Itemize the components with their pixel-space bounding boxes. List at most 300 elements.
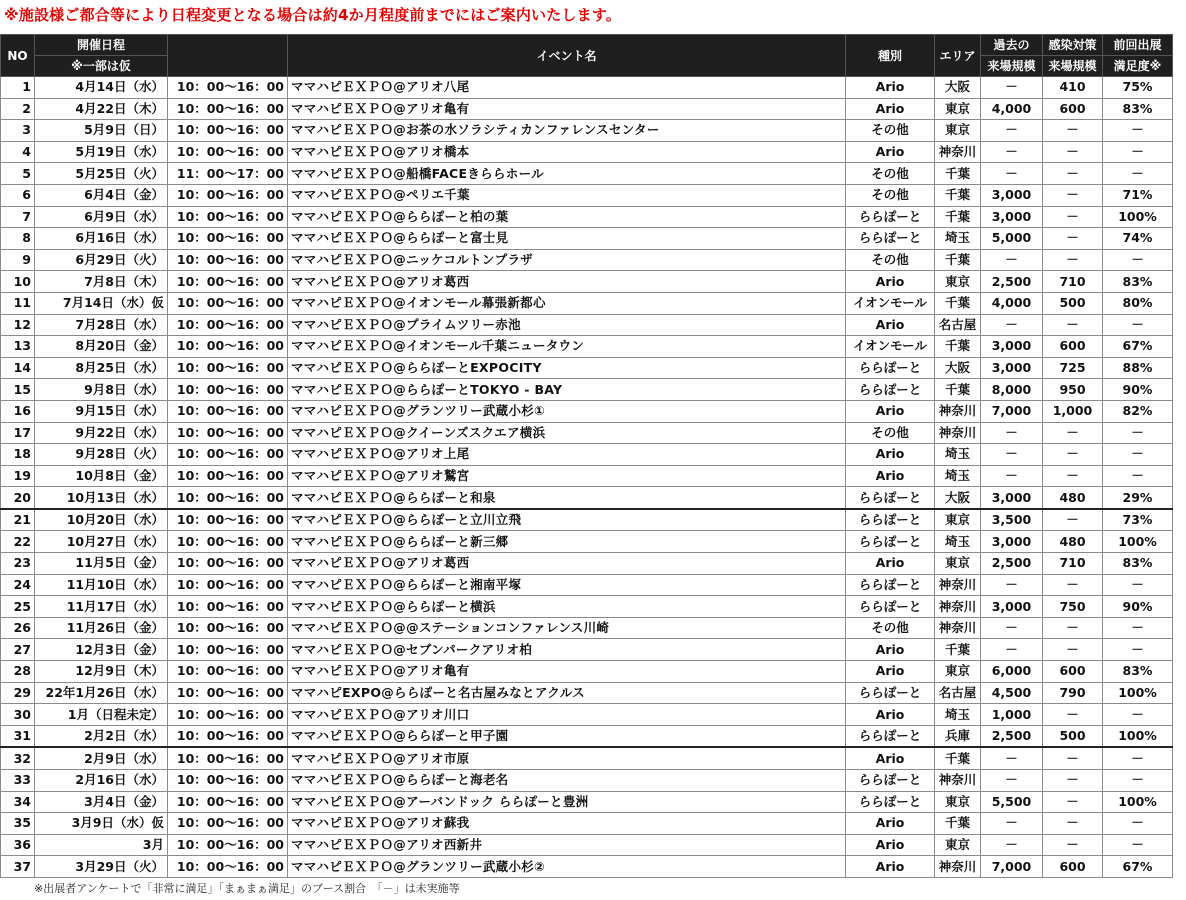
row-satisfaction: 67% (1103, 856, 1173, 878)
table-row (1, 379, 1173, 401)
row-past-scale: － (981, 141, 1043, 163)
row-no: 8 (1, 228, 35, 250)
row-past-scale: 4,000 (981, 98, 1043, 120)
row-event-name: ママハピＥＸＰＯ@ららぽーと海老名 (288, 770, 846, 792)
row-area: 大阪 (935, 357, 981, 379)
row-no: 25 (1, 596, 35, 618)
row-date: 8月25日（水） (35, 357, 168, 379)
row-infection-scale: 410 (1043, 77, 1103, 99)
row-past-scale: 7,000 (981, 400, 1043, 422)
row-date: 2月9日（水） (35, 747, 168, 769)
row-type: ららぽーと (846, 531, 935, 553)
row-infection-scale: － (1043, 639, 1103, 661)
row-satisfaction: 83% (1103, 271, 1173, 293)
row-type: Ario (846, 813, 935, 835)
row-no: 14 (1, 357, 35, 379)
row-area: 神奈川 (935, 422, 981, 444)
row-no: 10 (1, 271, 35, 293)
row-type: Ario (846, 834, 935, 856)
row-past-scale: 3,000 (981, 487, 1043, 509)
row-satisfaction: － (1103, 813, 1173, 835)
row-event-name: ママハピＥＸＰＯ@アリオ川口 (288, 704, 846, 726)
row-past-scale: 3,000 (981, 357, 1043, 379)
row-type: その他 (846, 184, 935, 206)
row-past-scale: 3,500 (981, 509, 1043, 531)
row-area: 名古屋 (935, 682, 981, 704)
table-row (1, 465, 1173, 487)
row-area: 千葉 (935, 184, 981, 206)
row-past-scale: － (981, 834, 1043, 856)
row-no: 3 (1, 120, 35, 142)
row-no: 34 (1, 791, 35, 813)
row-no: 6 (1, 184, 35, 206)
row-past-scale: 5,500 (981, 791, 1043, 813)
header-infection-scale: 感染対策 (1043, 35, 1103, 56)
row-no: 35 (1, 813, 35, 835)
row-area: 千葉 (935, 813, 981, 835)
row-satisfaction: － (1103, 141, 1173, 163)
row-date: 4月22日（木） (35, 98, 168, 120)
row-infection-scale: － (1043, 770, 1103, 792)
row-satisfaction: 83% (1103, 98, 1173, 120)
row-past-scale: － (981, 770, 1043, 792)
header-past-scale: 過去の (981, 35, 1043, 56)
row-type: Ario (846, 856, 935, 878)
row-type: Ario (846, 400, 935, 422)
row-time: 10：00～16：00 (168, 617, 288, 639)
row-infection-scale: 725 (1043, 357, 1103, 379)
row-infection-scale: － (1043, 206, 1103, 228)
row-time: 11：00～17：00 (168, 163, 288, 185)
row-date: 9月28日（火） (35, 444, 168, 466)
table-row (1, 574, 1173, 596)
row-type: ららぽーと (846, 791, 935, 813)
row-area: 千葉 (935, 379, 981, 401)
row-time: 10：00～16：00 (168, 531, 288, 553)
row-satisfaction: 88% (1103, 357, 1173, 379)
table-row (1, 834, 1173, 856)
row-infection-scale: － (1043, 444, 1103, 466)
event-schedule-table (0, 34, 1173, 878)
row-time: 10：00～16：00 (168, 856, 288, 878)
table-row (1, 163, 1173, 185)
row-satisfaction: － (1103, 834, 1173, 856)
table-row (1, 682, 1173, 704)
row-date: 12月3日（金） (35, 639, 168, 661)
row-area: 神奈川 (935, 574, 981, 596)
row-no: 29 (1, 682, 35, 704)
row-time: 10：00～16：00 (168, 120, 288, 142)
row-time: 10：00～16：00 (168, 553, 288, 575)
row-past-scale: 2,500 (981, 553, 1043, 575)
header-event-name: イベント名 (288, 35, 846, 77)
table-row (1, 596, 1173, 618)
row-area: 東京 (935, 509, 981, 531)
row-area: 埼玉 (935, 531, 981, 553)
row-past-scale: 2,500 (981, 725, 1043, 747)
row-past-scale: 3,000 (981, 184, 1043, 206)
row-event-name: ママハピＥＸＰＯ@ららぽーと柏の葉 (288, 206, 846, 228)
row-time: 10：00～16：00 (168, 596, 288, 618)
table-row (1, 444, 1173, 466)
header-type: 種別 (846, 35, 935, 77)
row-past-scale: － (981, 422, 1043, 444)
row-event-name: ママハピＥＸＰＯ@ららぽーと和泉 (288, 487, 846, 509)
row-area: 神奈川 (935, 141, 981, 163)
row-time: 10：00～16：00 (168, 444, 288, 466)
row-satisfaction: 82% (1103, 400, 1173, 422)
header-past-scale-2: 来場規模 (981, 56, 1043, 77)
row-area: 神奈川 (935, 596, 981, 618)
row-time: 10：00～16：00 (168, 228, 288, 250)
row-no: 30 (1, 704, 35, 726)
table-row (1, 141, 1173, 163)
row-date: 8月20日（金） (35, 336, 168, 358)
row-satisfaction: － (1103, 747, 1173, 769)
row-past-scale: 3,000 (981, 336, 1043, 358)
row-satisfaction: － (1103, 120, 1173, 142)
row-past-scale: － (981, 444, 1043, 466)
table-row (1, 120, 1173, 142)
row-type: その他 (846, 617, 935, 639)
row-no: 17 (1, 422, 35, 444)
row-event-name: ママハピＥＸＰＯ@セブンパークアリオ柏 (288, 639, 846, 661)
row-event-name: ママハピＥＸＰＯ@グランツリー武蔵小杉① (288, 400, 846, 422)
row-satisfaction: 67% (1103, 336, 1173, 358)
row-no: 11 (1, 292, 35, 314)
row-infection-scale: － (1043, 813, 1103, 835)
row-past-scale: － (981, 249, 1043, 271)
row-time: 10：00～16：00 (168, 292, 288, 314)
row-infection-scale: － (1043, 314, 1103, 336)
row-type: ららぽーと (846, 770, 935, 792)
row-time: 10：00～16：00 (168, 770, 288, 792)
row-no: 36 (1, 834, 35, 856)
row-event-name: ママハピＥＸＰＯ@クイーンズスクエア横浜 (288, 422, 846, 444)
table-row (1, 639, 1173, 661)
row-no: 1 (1, 77, 35, 99)
row-date: 6月29日（火） (35, 249, 168, 271)
row-no: 2 (1, 98, 35, 120)
row-no: 28 (1, 661, 35, 683)
row-past-scale: － (981, 813, 1043, 835)
row-satisfaction: 100% (1103, 206, 1173, 228)
row-type: Ario (846, 704, 935, 726)
row-infection-scale: 480 (1043, 487, 1103, 509)
row-date: 3月4日（金） (35, 791, 168, 813)
row-area: 東京 (935, 553, 981, 575)
table-row (1, 791, 1173, 813)
table-row (1, 704, 1173, 726)
row-no: 27 (1, 639, 35, 661)
row-infection-scale: － (1043, 422, 1103, 444)
row-time: 10：00～16：00 (168, 704, 288, 726)
table-row (1, 813, 1173, 835)
row-date: 11月5日（金） (35, 553, 168, 575)
row-date: 22年1月26日（水） (35, 682, 168, 704)
row-type: ららぽーと (846, 357, 935, 379)
row-satisfaction: 29% (1103, 487, 1173, 509)
row-date: 7月14日（水）仮 (35, 292, 168, 314)
row-event-name: ママハピＥＸＰＯ@ららぽーと立川立飛 (288, 509, 846, 531)
row-date: 11月26日（金） (35, 617, 168, 639)
row-past-scale: － (981, 574, 1043, 596)
row-satisfaction: 75% (1103, 77, 1173, 99)
row-time: 10：00～16：00 (168, 661, 288, 683)
row-date: 3月9日（水）仮 (35, 813, 168, 835)
header-no: NO (1, 35, 35, 77)
row-area: 兵庫 (935, 725, 981, 747)
row-event-name: ママハピＥＸＰＯ@ららぽーと横浜 (288, 596, 846, 618)
row-type: ららぽーと (846, 228, 935, 250)
row-infection-scale: － (1043, 228, 1103, 250)
row-event-name: ママハピＥＸＰＯ@ららぽーとEXPOCITY (288, 357, 846, 379)
row-past-scale: － (981, 163, 1043, 185)
row-date: 11月17日（水） (35, 596, 168, 618)
row-time: 10：00～16：00 (168, 77, 288, 99)
row-event-name: ママハピＥＸＰＯ@アリオ葛西 (288, 553, 846, 575)
row-time: 10：00～16：00 (168, 357, 288, 379)
row-area: 名古屋 (935, 314, 981, 336)
row-satisfaction: － (1103, 574, 1173, 596)
row-infection-scale: － (1043, 141, 1103, 163)
row-time: 10：00～16：00 (168, 747, 288, 769)
row-past-scale: 6,000 (981, 661, 1043, 683)
row-satisfaction: 90% (1103, 379, 1173, 401)
row-area: 千葉 (935, 747, 981, 769)
row-no: 7 (1, 206, 35, 228)
row-date: 2月16日（水） (35, 770, 168, 792)
row-past-scale: － (981, 639, 1043, 661)
row-area: 神奈川 (935, 770, 981, 792)
row-infection-scale: 710 (1043, 553, 1103, 575)
row-time: 10：00～16：00 (168, 314, 288, 336)
row-time: 10：00～16：00 (168, 574, 288, 596)
row-past-scale: － (981, 77, 1043, 99)
row-past-scale: 4,000 (981, 292, 1043, 314)
row-event-name: ママハピＥＸＰＯ@アリオ八尾 (288, 77, 846, 99)
table-row (1, 228, 1173, 250)
header-satisfaction-2: 満足度※ (1103, 56, 1173, 77)
row-infection-scale: 600 (1043, 98, 1103, 120)
row-no: 37 (1, 856, 35, 878)
row-type: ららぽーと (846, 725, 935, 747)
row-infection-scale: 600 (1043, 856, 1103, 878)
row-past-scale: － (981, 465, 1043, 487)
row-area: 千葉 (935, 336, 981, 358)
row-date: 10月8日（金） (35, 465, 168, 487)
row-no: 19 (1, 465, 35, 487)
header-time (168, 35, 288, 77)
row-past-scale: 5,000 (981, 228, 1043, 250)
table-row (1, 98, 1173, 120)
row-area: 千葉 (935, 163, 981, 185)
row-infection-scale: 500 (1043, 725, 1103, 747)
row-event-name: ママハピＥＸＰＯ@アリオ蘇我 (288, 813, 846, 835)
table-row (1, 357, 1173, 379)
row-event-name: ママハピＥＸＰＯ@お茶の水ソラシティカンファレンスセンター (288, 120, 846, 142)
row-satisfaction: － (1103, 639, 1173, 661)
row-past-scale: 3,000 (981, 596, 1043, 618)
row-type: ららぽーと (846, 596, 935, 618)
row-past-scale: 3,000 (981, 206, 1043, 228)
row-date: 12月9日（木） (35, 661, 168, 683)
table-row (1, 206, 1173, 228)
row-event-name: ママハピＥＸＰＯ@ららぽーと富士見 (288, 228, 846, 250)
row-event-name: ママハピＥＸＰＯ@アリオ上尾 (288, 444, 846, 466)
row-infection-scale: － (1043, 120, 1103, 142)
row-type: Ario (846, 553, 935, 575)
header-date: 開催日程 (35, 35, 168, 56)
row-event-name: ママハピＥＸＰＯ@アリオ葛西 (288, 271, 846, 293)
row-event-name: ママハピＥＸＰＯ@イオンモール幕張新都心 (288, 292, 846, 314)
row-date: 9月15日（水） (35, 400, 168, 422)
row-infection-scale: 600 (1043, 661, 1103, 683)
row-date: 1月（日程未定） (35, 704, 168, 726)
row-type: Ario (846, 444, 935, 466)
table-header-row (1, 35, 1173, 56)
row-area: 埼玉 (935, 704, 981, 726)
row-date: 9月8日（水） (35, 379, 168, 401)
row-time: 10：00～16：00 (168, 206, 288, 228)
row-time: 10：00～16：00 (168, 249, 288, 271)
row-time: 10：00～16：00 (168, 465, 288, 487)
row-satisfaction: － (1103, 704, 1173, 726)
row-area: 東京 (935, 98, 981, 120)
row-type: Ario (846, 314, 935, 336)
row-infection-scale: － (1043, 791, 1103, 813)
row-date: 3月 (35, 834, 168, 856)
row-date: 5月19日（水） (35, 141, 168, 163)
row-type: Ario (846, 465, 935, 487)
row-no: 15 (1, 379, 35, 401)
row-satisfaction: 100% (1103, 725, 1173, 747)
schedule-change-notice: ※施設様ご都合等により日程変更となる場合は約4か月程度前までにはご案内いたします。 (4, 6, 622, 24)
row-time: 10：00～16：00 (168, 834, 288, 856)
row-area: 東京 (935, 834, 981, 856)
row-no: 20 (1, 487, 35, 509)
row-date: 10月13日（水） (35, 487, 168, 509)
table-body (1, 77, 1173, 878)
table-row (1, 553, 1173, 575)
row-event-name: ママハピＥＸＰＯ@ららぽーと湘南平塚 (288, 574, 846, 596)
row-no: 26 (1, 617, 35, 639)
table-row (1, 400, 1173, 422)
row-date: 7月8日（木） (35, 271, 168, 293)
row-no: 21 (1, 509, 35, 531)
row-time: 10：00～16：00 (168, 509, 288, 531)
row-infection-scale: － (1043, 574, 1103, 596)
row-no: 24 (1, 574, 35, 596)
row-time: 10：00～16：00 (168, 487, 288, 509)
row-event-name: ママハピＥＸＰＯ@プライムツリー赤池 (288, 314, 846, 336)
row-satisfaction: － (1103, 770, 1173, 792)
row-no: 4 (1, 141, 35, 163)
row-date: 6月9日（水） (35, 206, 168, 228)
table-row (1, 184, 1173, 206)
row-past-scale: 8,000 (981, 379, 1043, 401)
row-event-name: ママハピＥＸＰＯ@ニッケコルトンプラザ (288, 249, 846, 271)
row-infection-scale: 790 (1043, 682, 1103, 704)
row-type: Ario (846, 639, 935, 661)
table-row (1, 509, 1173, 531)
table-row (1, 336, 1173, 358)
row-type: ららぽーと (846, 206, 935, 228)
row-event-name: ママハピＥＸＰＯ@@ステーションコンファレンス川崎 (288, 617, 846, 639)
table-row (1, 617, 1173, 639)
row-past-scale: 1,000 (981, 704, 1043, 726)
row-area: 千葉 (935, 639, 981, 661)
row-past-scale: 3,000 (981, 531, 1043, 553)
row-date: 9月22日（水） (35, 422, 168, 444)
row-infection-scale: 750 (1043, 596, 1103, 618)
row-infection-scale: 500 (1043, 292, 1103, 314)
row-area: 東京 (935, 271, 981, 293)
row-type: Ario (846, 747, 935, 769)
row-satisfaction: － (1103, 444, 1173, 466)
row-date: 10月27日（水） (35, 531, 168, 553)
row-no: 16 (1, 400, 35, 422)
row-area: 神奈川 (935, 617, 981, 639)
row-type: ららぽーと (846, 509, 935, 531)
row-infection-scale: － (1043, 249, 1103, 271)
row-area: 神奈川 (935, 400, 981, 422)
row-type: その他 (846, 422, 935, 444)
row-time: 10：00～16：00 (168, 184, 288, 206)
row-no: 9 (1, 249, 35, 271)
table-row (1, 314, 1173, 336)
header-infection-scale-2: 来場規模 (1043, 56, 1103, 77)
row-satisfaction: 74% (1103, 228, 1173, 250)
row-satisfaction: 100% (1103, 791, 1173, 813)
row-satisfaction: － (1103, 163, 1173, 185)
row-area: 東京 (935, 791, 981, 813)
row-date: 3月29日（火） (35, 856, 168, 878)
row-past-scale: 2,500 (981, 271, 1043, 293)
row-satisfaction: 100% (1103, 682, 1173, 704)
row-event-name: ママハピＥＸＰＯ@船橋FACEきららホール (288, 163, 846, 185)
row-past-scale: － (981, 747, 1043, 769)
row-type: Ario (846, 98, 935, 120)
row-infection-scale: － (1043, 509, 1103, 531)
row-satisfaction: － (1103, 249, 1173, 271)
row-event-name: ママハピＥＸＰＯ@アリオ市原 (288, 747, 846, 769)
row-date: 2月2日（水） (35, 725, 168, 747)
row-infection-scale: － (1043, 465, 1103, 487)
row-type: イオンモール (846, 336, 935, 358)
row-time: 10：00～16：00 (168, 336, 288, 358)
row-time: 10：00～16：00 (168, 141, 288, 163)
row-event-name: ママハピＥＸＰＯ@アリオ亀有 (288, 661, 846, 683)
row-date: 5月9日（日） (35, 120, 168, 142)
row-time: 10：00～16：00 (168, 639, 288, 661)
row-satisfaction: 71% (1103, 184, 1173, 206)
row-infection-scale: 710 (1043, 271, 1103, 293)
row-event-name: ママハピＥＸＰＯ@ららぽーとTOKYO - BAY (288, 379, 846, 401)
row-no: 23 (1, 553, 35, 575)
table-row (1, 770, 1173, 792)
header-satisfaction: 前回出展 (1103, 35, 1173, 56)
row-no: 13 (1, 336, 35, 358)
row-satisfaction: 90% (1103, 596, 1173, 618)
table-row (1, 292, 1173, 314)
row-satisfaction: 83% (1103, 553, 1173, 575)
row-event-name: ママハピＥＸＰＯ@グランツリー武蔵小杉② (288, 856, 846, 878)
row-time: 10：00～16：00 (168, 98, 288, 120)
row-event-name: ママハピＥＸＰＯ@アーバンドック ららぽーと豊洲 (288, 791, 846, 813)
row-date: 5月25日（火） (35, 163, 168, 185)
row-no: 32 (1, 747, 35, 769)
